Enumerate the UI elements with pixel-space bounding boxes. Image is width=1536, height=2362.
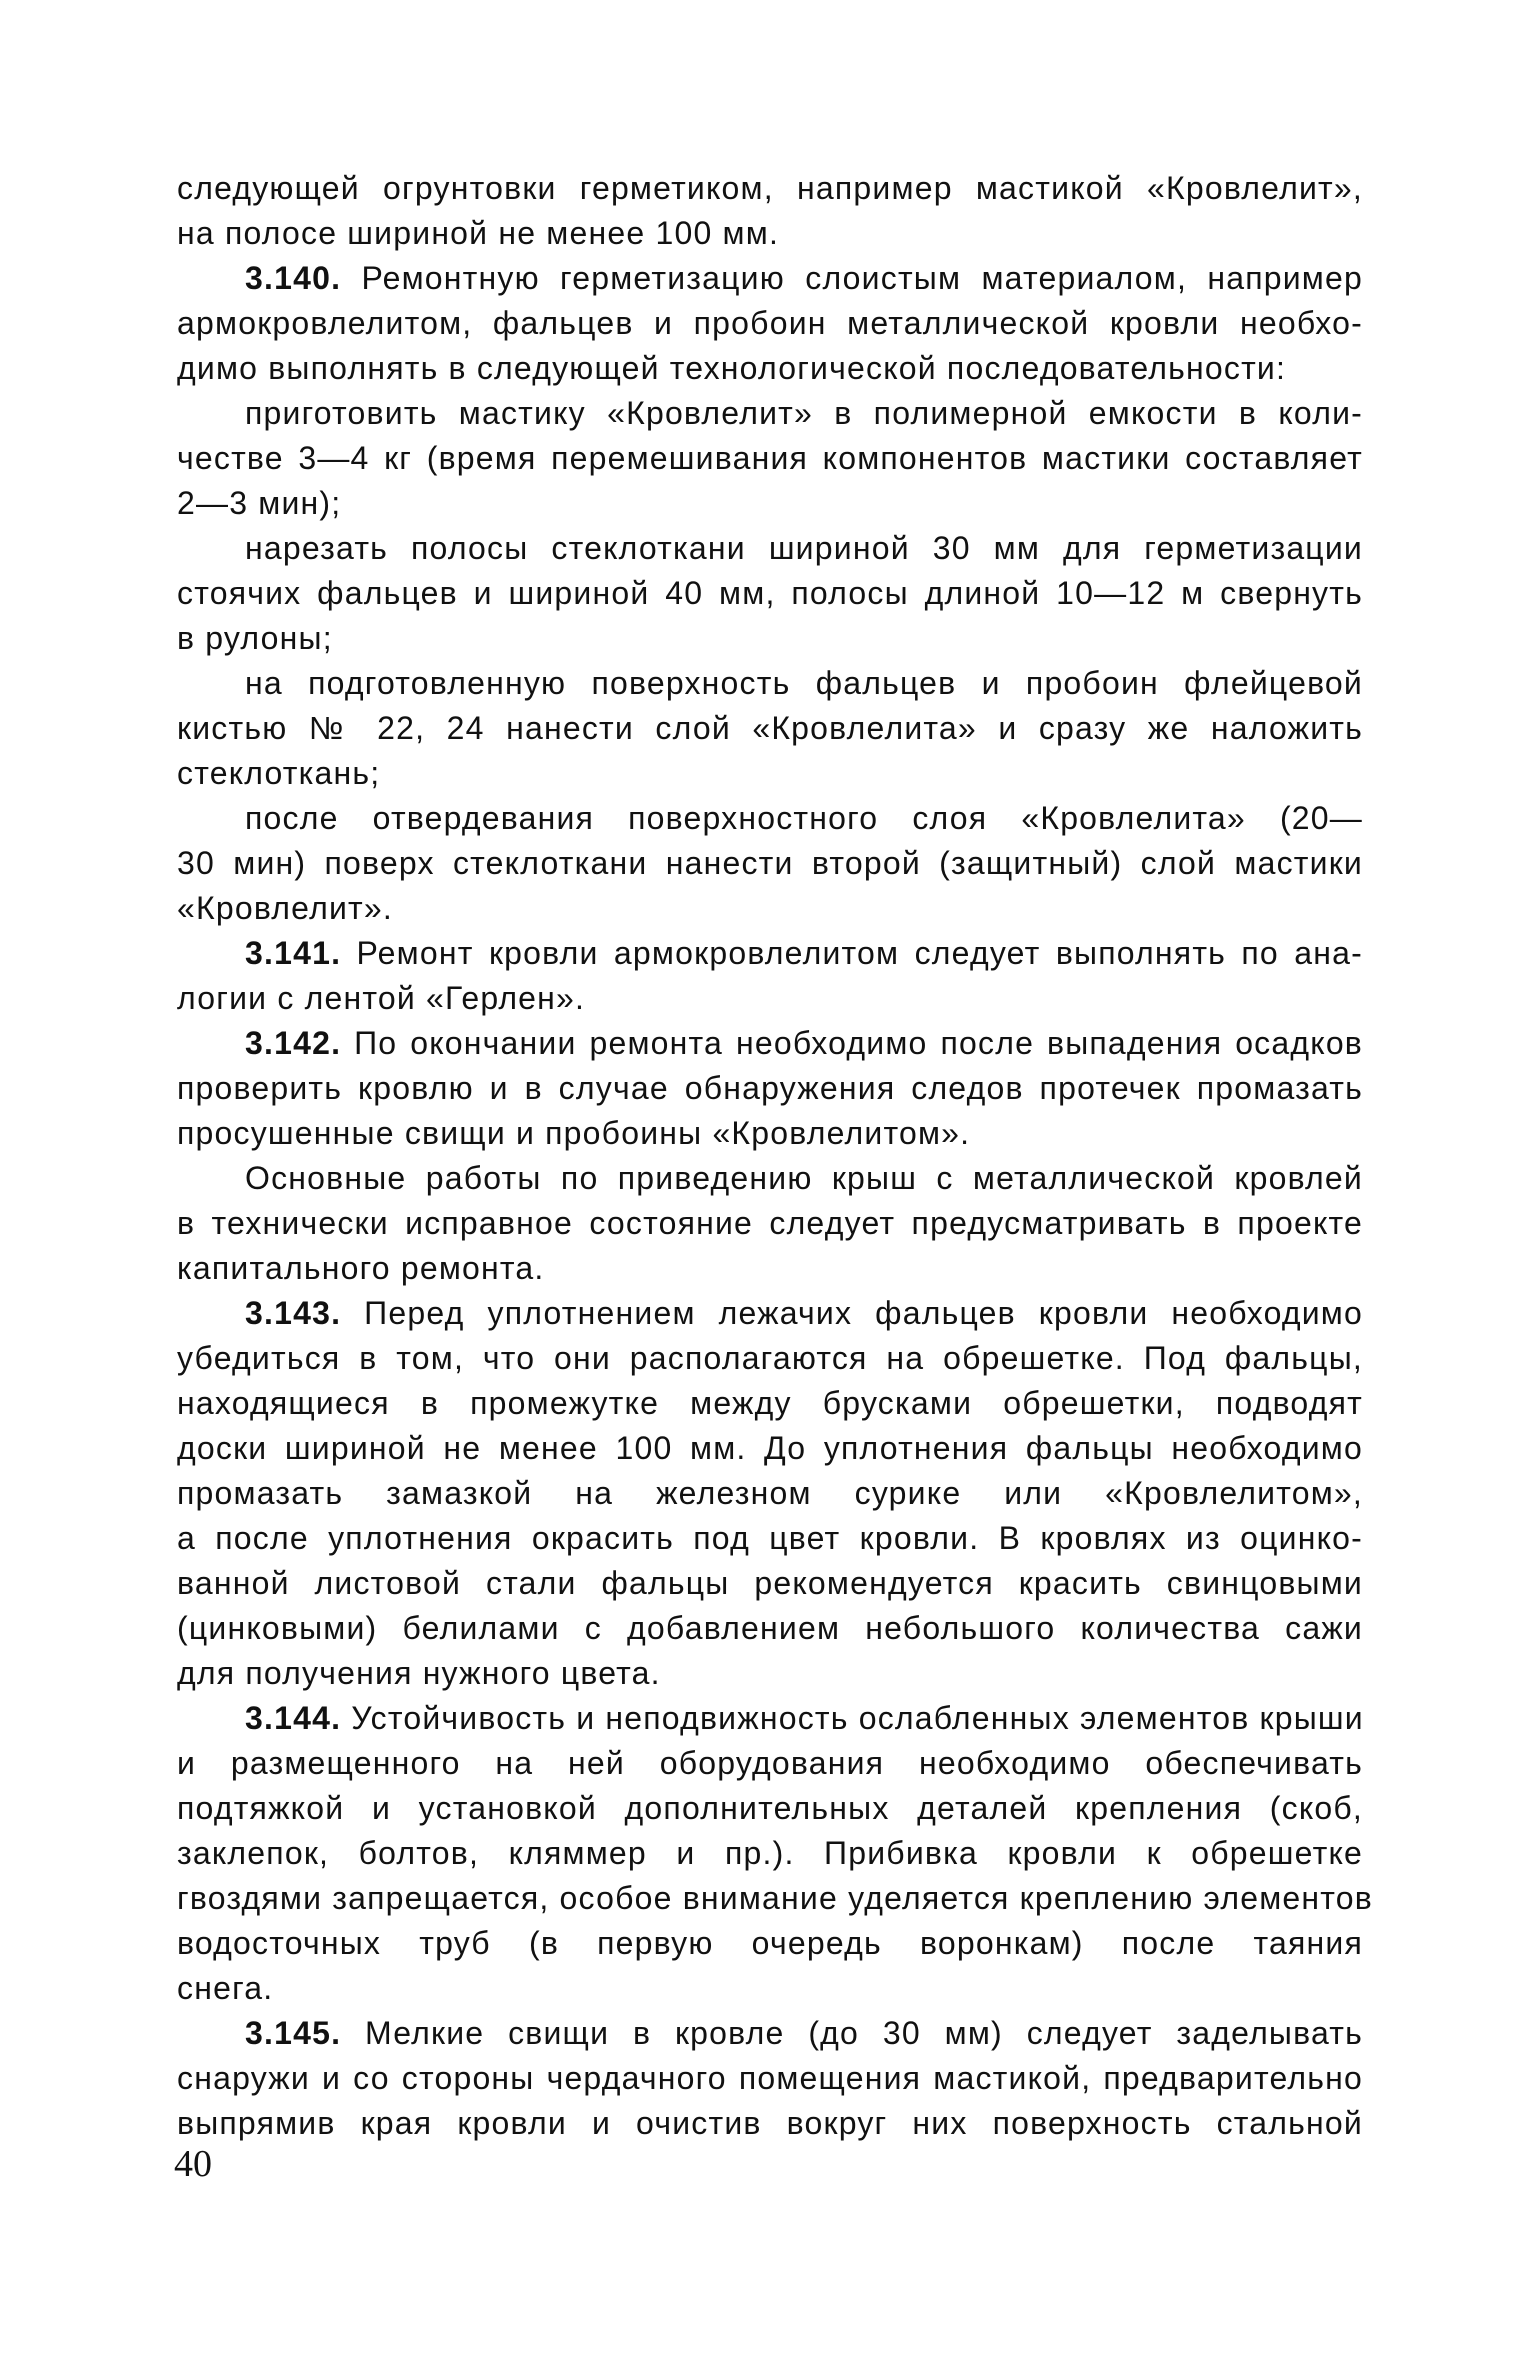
- paragraph-number: 3.143.: [245, 1295, 342, 1331]
- text-line: «Кровлелит».: [177, 890, 393, 926]
- text-line: снаружи и со стороны чердачного помещения мастикой, предварительно: [177, 2060, 1363, 2096]
- text-line: водосточных труб (в первую очередь воронкам) после таяния: [177, 1925, 1363, 1961]
- paragraph: [177, 796, 1363, 931]
- paragraph: [177, 166, 1363, 256]
- paragraph: [177, 526, 1363, 661]
- text-line: подтяжкой и установкой дополнительных деталей крепления (скоб,: [177, 1790, 1363, 1826]
- text-line: на полосе шириной не менее 100 мм.: [177, 215, 780, 251]
- text-line: после отвердевания поверхностного слоя «Кровлелита» (20—: [245, 800, 1363, 836]
- text-line: приготовить мастику «Кровлелит» в полимерной емкости в коли-: [245, 395, 1363, 431]
- text-line: гвоздями запрещается, особое внимание уделяется креплению элементов: [177, 1880, 1373, 1916]
- text-line: кистью № 22, 24 нанести слой «Кровлелита» и сразу же наложить: [177, 710, 1363, 746]
- text-line: армокровлелитом, фальцев и пробоин металлической кровли необхо-: [177, 305, 1363, 341]
- paragraph-number: 3.142.: [245, 1025, 342, 1061]
- text-line: 3.144. Устойчивость и неподвижность ослабленных элементов крыши: [245, 1700, 1364, 1736]
- text-line: просушенные свищи и пробоины «Кровлелитом».: [177, 1115, 971, 1151]
- text-line: на подготовленную поверхность фальцев и пробоин флейцевой: [245, 665, 1363, 701]
- paragraph-number: 3.140.: [245, 260, 342, 296]
- text-line: а после уплотнения окрасить под цвет кровли. В кровлях из оцинко-: [177, 1520, 1363, 1556]
- paragraph-3-141: [177, 931, 1363, 1021]
- text-line: 2—3 мин);: [177, 485, 342, 521]
- paragraph-3-145: [177, 2011, 1363, 2146]
- text-line: проверить кровлю и в случае обнаружения следов протечек промазать: [177, 1070, 1363, 1106]
- text-line: заклепок, болтов, кляммер и пр.). Прибивка кровли к обрешетке: [177, 1835, 1363, 1871]
- text-line: стоячих фальцев и шириной 40 мм, полосы длиной 10—12 м свернуть: [177, 575, 1363, 611]
- text-line: ванной листовой стали фальцы рекомендуется красить свинцовыми: [177, 1565, 1363, 1601]
- text-line: и размещенного на ней оборудования необходимо обеспечивать: [177, 1745, 1363, 1781]
- text-line: нарезать полосы стеклоткани шириной 30 мм для герметизации: [245, 530, 1363, 566]
- text-line: убедиться в том, что они располагаются на обрешетке. Под фальцы,: [177, 1340, 1363, 1376]
- text-line: (цинковыми) белилами с добавлением небольшого количества сажи: [177, 1610, 1363, 1646]
- text-line: находящиеся в промежутке между брусками обрешетки, подводят: [177, 1385, 1363, 1421]
- paragraph: [177, 391, 1363, 526]
- text-line: Основные работы по приведению крыш с металлической кровлей: [245, 1160, 1363, 1196]
- text-line: 3.143. Перед уплотнением лежачих фальцев кровли необходимо: [245, 1295, 1364, 1331]
- paragraph-number: 3.145.: [245, 2015, 342, 2051]
- text-line: димо выполнять в следующей технологической последовательности:: [177, 350, 1287, 386]
- paragraph-3-143: [177, 1291, 1363, 1696]
- text-line: стеклоткань;: [177, 755, 381, 791]
- text-line: 30 мин) поверх стеклоткани нанести второй (защитный) слой мастики: [177, 845, 1363, 881]
- text-line: снега.: [177, 1970, 274, 2006]
- text-line: выпрямив края кровли и очистив вокруг них поверхность стальной: [177, 2105, 1363, 2141]
- text-line: следующей огрунтовки герметиком, например мастикой «Кровлелит»,: [177, 170, 1363, 206]
- text-line: капитального ремонта.: [177, 1250, 545, 1286]
- text-line: честве 3—4 кг (время перемешивания компонентов мастики составляет: [177, 440, 1363, 476]
- text-line: в технически исправное состояние следует предусматривать в проекте: [177, 1205, 1363, 1241]
- paragraph-number: 3.144.: [245, 1700, 342, 1736]
- text-line: 3.142. По окончании ремонта необходимо после выпадения осадков: [245, 1025, 1364, 1061]
- paragraph: [177, 1156, 1363, 1291]
- text-line: 3.145. Мелкие свищи в кровле (до 30 мм) следует заделывать: [245, 2015, 1363, 2051]
- text-line: 3.140. Ремонтную герметизацию слоистым материалом, например: [245, 260, 1363, 296]
- paragraph-3-144: [177, 1696, 1373, 2011]
- text-line: 3.141. Ремонт кровли армокровлелитом следует выполнять по ана-: [245, 935, 1364, 971]
- paragraph-3-142: [177, 1021, 1363, 1156]
- document-page: [177, 166, 1373, 2146]
- page-number: 40: [174, 2143, 212, 2185]
- paragraph-number: 3.141.: [245, 935, 342, 971]
- paragraph: [177, 661, 1363, 796]
- text-line: логии с лентой «Герлен».: [177, 980, 586, 1016]
- text-line: доски шириной не менее 100 мм. До уплотнения фальцы необходимо: [177, 1430, 1363, 1466]
- text-line: для получения нужного цвета.: [177, 1655, 661, 1691]
- paragraph-3-140: [177, 256, 1363, 391]
- text-line: в рулоны;: [177, 620, 333, 656]
- text-line: промазать замазкой на железном сурике или «Кровлелитом»,: [177, 1475, 1363, 1511]
